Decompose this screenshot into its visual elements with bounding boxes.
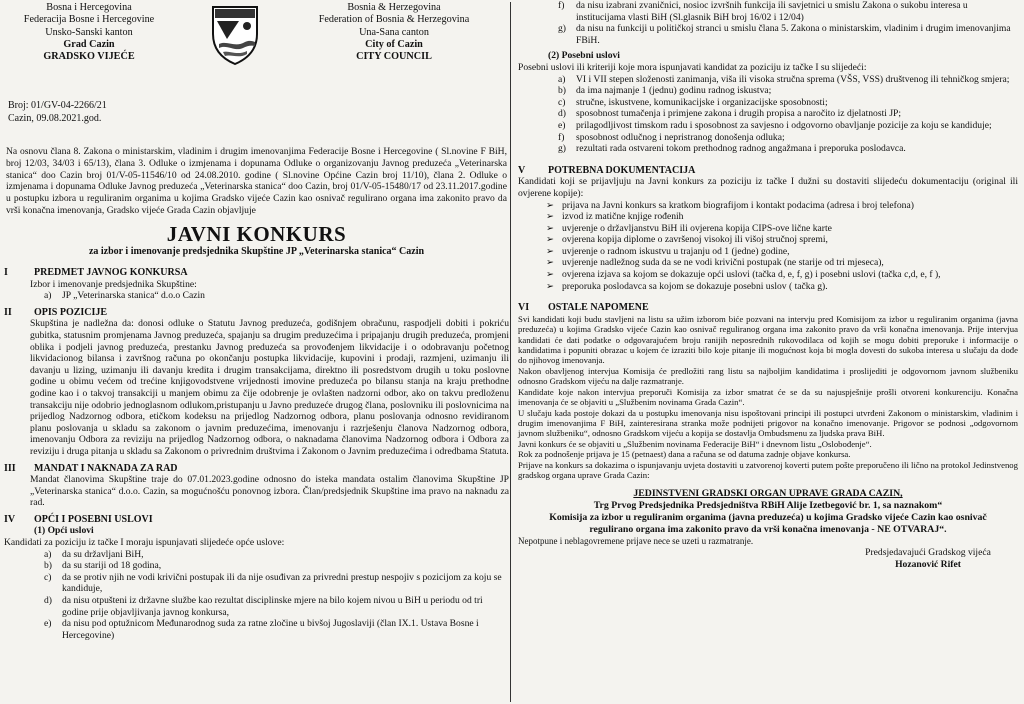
- list-item: [4, 290, 509, 302]
- subsection-title: (2) Posebni uslovi: [548, 50, 620, 62]
- list-marker: a): [44, 548, 52, 560]
- list-item: [518, 85, 1018, 97]
- list-marker: d): [558, 108, 566, 120]
- list-marker: a): [558, 73, 566, 85]
- notice-title: JAVNI KONKURS: [166, 222, 347, 246]
- letterhead-line: Bosna i Hercegovina: [46, 2, 132, 13]
- section-text: Javni konkurs će se objaviti u „Službenim novinama Federacije BiH“ i dnevnom listu „Oslobođenje“.: [518, 438, 872, 449]
- section-title: POTREBNA DOKUMENTACIJA: [548, 164, 696, 176]
- section-text: U slučaju kada postoje dokazi da u postupku imenovanja nisu ispoštovani principi ili postupci utvrđeni Zakonom o ministarskim, vladinim i drugim imenovanjima F BiH, zainteresirana stranka može podnijeti prigovor na konačno imenovanje. Prigovor se podnosi „odgovornom javnom službeniku“, odnosno Gradskom vijeću a kopija se dostavlja Ombudsmenu za ljudska prava BiH.: [518, 407, 1018, 439]
- address-line: Komisija za izbor u reguliranim organima (javna preduzeća) u kojima Gradsko vijeće Cazin kao osnivač: [549, 511, 987, 523]
- list-item: [518, 200, 1018, 212]
- section-number: II: [4, 306, 12, 318]
- section-text: Kandidate koje nakon intervjua preporuči Komisija za izbor smatrat će se da su najuspješnije prošli otvoreni konkurenciju. Konačna imenovanja će se objaviti u „Službenim novinama Grada Cazin“.: [518, 386, 1018, 408]
- letterhead-line: Unsko-Sanski kanton: [45, 26, 133, 38]
- list-text: da se protiv njih ne vodi krivični postupak ili da nije osuđivan za privredni prestup nespojiv s pozicijom za koju se kandiduje,: [62, 571, 502, 595]
- section-number: IV: [4, 513, 16, 525]
- section-text: Posebni uslovi ili kriteriji koje mora ispunjavati kandidat za poziciju iz tačke I su slijedeći:: [518, 61, 867, 73]
- list-marker: e): [44, 618, 52, 630]
- section-number: VI: [518, 302, 530, 314]
- address-line: JEDINSTVENI GRADSKI ORGAN UPRAVE GRADA CAZIN,: [633, 488, 903, 500]
- list-marker: b): [44, 560, 52, 572]
- notice-subtitle: za izbor i imenovanje predsjednika Skupštine JP „Veterinarska stanica“ Cazin: [88, 246, 425, 257]
- list-text: VI i VII stepen složenosti zanimanja, viša ili visoka stručna sprema (VŠS, VSS) društvenog ili tehničkog smjera;: [576, 73, 1010, 85]
- list-item: [518, 74, 1018, 86]
- section-text: Kandidati za poziciju iz tačke I moraju ispunjavati slijedeće opće uslove:: [4, 537, 285, 549]
- section-title: MANDAT I NAKNADA ZA RAD: [34, 462, 178, 474]
- list-text: uvjerenje o državljanstvu BiH ili ovjerena kopija CIPS-ove lične karte: [562, 222, 832, 234]
- arrow-bullet-icon: ➢: [546, 257, 555, 269]
- section-text: Mandat članovima Skupštine traje do 07.01.2023.godine odnosno do isteka mandata ostalim članovima Skupštine JP „Veterinarska stanica“ d.o.o. Cazin, sa mogućnošću ponovnog izbora. Član/predsjednik Skupštine ima pravo na naknadu za rad.: [30, 474, 509, 509]
- section-heading: [4, 463, 509, 475]
- right-body: [518, 0, 1018, 570]
- list-item: [518, 211, 1018, 223]
- section-number: III: [4, 462, 16, 474]
- list-item: [4, 572, 509, 595]
- arrow-bullet-icon: ➢: [546, 280, 555, 292]
- list-text: rezultati rada ostvareni tokom prethodnog radnog angažmana i preporuka poslodavca.: [576, 143, 906, 155]
- letterhead-council: GRADSKO VIJEĆE: [43, 51, 135, 63]
- list-item: [4, 595, 509, 618]
- list-item: [518, 269, 1018, 281]
- list-text: da su stariji od 18 godina,: [62, 560, 162, 572]
- list-item: [518, 246, 1018, 258]
- section-title: OSTALE NAPOMENE: [548, 302, 649, 314]
- coat-of-arms-icon: [209, 4, 261, 66]
- list-text: da nisu otpušteni iz državne službe kao rezultat disciplinske mjere na bilo kojem nivou u BiH u periodu od tri godine prije objavljivanja javnog konkursa,: [62, 595, 483, 618]
- legal-preamble: Na osnovu člana 8. Zakona o ministarskim, vladinim i drugim imenovanjima Federacije Bosne i Hercegovine ( Sl.novine F BiH, broj 12/03, 34/03 i 65/13), člana 3. Odluke o izmjenama i dopunama Odluke o organizovanju Javnog preduzeća „Veterinarska stanica“ doo Cazin broj 01/V-05-11546/10 od 24.08.2010. godine ( Sl.novine Općine Cazin broj 11/10), člana 2. Odluke o izmjenama i dopunama Odluke Javnog preduzeća „Veterinarska stanica“ doo Cazin, broj 01/V-05-15480/17 od 23.11.2017.godine u postupku izbora u reguliranim organima u kojima Gradsko vijeće Cazin kao osnivač regulirano organa ima zakonito pravo da vrši konačna imenovanja, Gradsko vijeće Grada Cazin objavljuje: [6, 146, 507, 216]
- letterhead-line: Bosnia & Herzegovina: [347, 2, 441, 13]
- list-text: da nisu pod optužnicom Međunarodnog suda za ratne zločine u bivšoj Jugoslaviji (član IX.1. Ustava Bosne i Hercegovine): [62, 618, 479, 641]
- list-marker: e): [558, 119, 566, 131]
- list-text: da nisu na funkciji u političkoj stranci u smislu člana 5. Zakona o ministarskim, vladinim i drugim imenovanjima FBiH.: [576, 23, 1011, 46]
- list-text: uvjerenje nadležnog suda da se ne vodi krivični postupak (ne starije od tri mjeseca),: [562, 257, 884, 269]
- list-text: stručne, iskustvene, komunikacijske i organizacijske sposobnosti;: [576, 96, 828, 108]
- section-title: OPĆI I POSEBNI USLOVI: [34, 513, 153, 525]
- list-text: JP „Veterinarska stanica“ d.o.o Cazin: [62, 290, 205, 302]
- notice-footnote: Nepotpune i neblagovremene prijave nece se uzeti u razmatranje.: [518, 535, 754, 546]
- list-item: [518, 132, 1018, 144]
- left-body: [4, 262, 509, 641]
- section-heading: [4, 267, 509, 279]
- letterhead-local: [4, 2, 174, 63]
- submission-address: [518, 488, 1018, 535]
- section-text: Skupština je nadležna da: donosi odluke o Statutu Javnog preduzeća, godišnjem obračunu, raspodjeli dobiti i pokriću gubitka, statusnim promjenama Javnog preduzeća, spajanju sa drugim preduzećima i pripajanju drugih preduzeća, promjeni oblika i podjeli javnog preduzeća, prestanku Javnog preduzeća sa provođenjem likvidacije i o odobravanju početnog likvidacionog bilansa i završnog računa po okončanju postupka likvidacije, kupovini i prodaji, razmjeni, uzimanju ili davanju u lizing, uzimanju ili davanju kredita i drugim transakcijama, direktno ili posredstvom drugih u toku poslovne godine u obimu većem od trećine knjigovodstvene vrijednosti imovine preduzeća po bilansu stanja na kraju prethodne godine kao i o takvoj transakciji u manjem obimu za čije odobrenje je ovlašten nadzorni odbor, ako on takvu predloženu transakciju nije odobrio jednoglasnom odlukom,pristupanju u Javno preduzeće drugog člana, poslovniku ili poslovnicima na prijedlog Nadzornog odbora, etičkom kodeksu na prijedlog Nadzornog odbora, planu poslovanja odnosno revidiranom planu poslovanja u skladu sa zakonom o javnim preduzećima, imenovanju i razrješenju članova Nadzornog odbora, imenovanju Odbora za reviziju na prijedlog Nadzornog odbora, o naknadama članovima Nadzornog odbora i Odbora za reviziju i druga pitanja u skladu sa Zakonom o privrednim društvima i Zakonom o Javnim preduzećima i odredbama Statuta.: [30, 318, 509, 457]
- section-text: Kandidati koji se prijavljuju na Javni konkurs za poziciju iz tačke I dužni su dostaviti slijedeću dokumentaciju (original ili ovjerene kopije):: [518, 176, 1018, 199]
- section-text: Nakon obavljenog intervjua Komisija će predložiti rang listu sa najboljim kandidatima i proslijediti je odgovornom javnom službeniku odnosno Gradskom vijeću na dalje razmatranje.: [518, 365, 1018, 387]
- section-number: I: [4, 267, 8, 278]
- address-line: Trg Prvog Predsjednika Predsjedništva RBiH Alije Izetbegović br. 1, sa naznakom“: [593, 500, 943, 512]
- letterhead-line: Federacija Bosne i Hercegovine: [23, 14, 155, 26]
- list-marker: f): [558, 0, 565, 11]
- section-title: OPIS POZICIJE: [34, 306, 108, 318]
- list-item: [518, 257, 1018, 269]
- address-line: regulirano organa ima zakonito pravo da vrši konačna imenovanja - NE OTVARAJ“.: [589, 523, 947, 535]
- list-marker: d): [44, 595, 52, 607]
- arrow-bullet-icon: ➢: [546, 199, 555, 211]
- arrow-bullet-icon: ➢: [546, 211, 555, 223]
- list-item: [518, 108, 1018, 120]
- list-item: [518, 0, 1018, 23]
- document-meta: [8, 100, 107, 125]
- section-heading: [518, 302, 1018, 314]
- document-number: Broj: 01/GV-04-2266/21: [8, 100, 107, 111]
- list-marker: a): [44, 290, 52, 302]
- list-item: [518, 23, 1018, 46]
- section-heading: [4, 307, 509, 319]
- column-divider: [510, 2, 511, 702]
- section-text: Svi kandidati koji budu stavljeni na listu sa užim izborom biće pozvani na intervju pred Komisijom za izbor u reguliranim organima (javna preduzeća) u kojima Gradsko vijeće Cazin kao osnivač reguliranog organa ima zakonito pravo da vrši konačna imenovanja. Prije intervjua kandidati će dati podatke o odgovarajućem broju ranijih neposrednih rukovodilaca od kojih se mogu dobiti preporuke i informacije o kandidatima i popuniti obrazac u kojem će izraziti bilo koje pitanje ili mogućnost koja bi mogla dovesti do sukoba interesa u slučaju da dođe do njihovog imenovanja.: [518, 313, 1018, 366]
- left-column: [4, 0, 509, 704]
- list-marker: f): [558, 131, 565, 143]
- list-text: da su državljani BiH,: [62, 548, 144, 560]
- letterhead-line: Una-Sana canton: [359, 26, 429, 38]
- list-marker: c): [558, 96, 566, 108]
- arrow-bullet-icon: ➢: [546, 245, 555, 257]
- list-marker: b): [558, 85, 566, 97]
- section-title: PREDMET JAVNOG KONKURSA: [34, 267, 188, 278]
- arrow-bullet-icon: ➢: [546, 269, 555, 281]
- list-text: uvjerenje o radnom iskustvu u trajanju od 1 (jedne) godine,: [562, 245, 790, 257]
- list-text: preporuka poslodavca sa kojom se dokazuje posebni uslov ( tačka g).: [562, 280, 828, 292]
- list-item: [518, 120, 1018, 132]
- section-heading: [4, 514, 509, 526]
- list-item: [4, 549, 509, 561]
- document-date: Cazin, 09.08.2021.god.: [8, 112, 102, 124]
- section-number: V: [518, 164, 526, 176]
- section-text: Prijave na konkurs sa dokazima o ispunjavanju uvjeta dostaviti u zatvorenoj koverti putem pošte preporučeno ili lično na protokol Jedinstvenog gradskog organa uprave Grada Cazin:: [518, 459, 1018, 480]
- list-text: da ima najmanje 1 (jednu) godinu radnog iskustva;: [576, 85, 772, 97]
- list-marker: c): [44, 571, 52, 583]
- list-text: sposobnost tumačenja i primjene zakona i drugih propisa a naročito iz djelatnosti JP;: [576, 108, 902, 120]
- list-item: [4, 618, 509, 641]
- section-text: Izbor i imenovanje predsjednika Skupštine:: [30, 278, 197, 290]
- letterhead-english: [294, 2, 494, 63]
- list-text: sposobnost odlučnog i nepristranog donošenja odluka;: [576, 131, 785, 143]
- letterhead-line: Federation of Bosnia & Herzegovina: [318, 14, 470, 26]
- list-item: [518, 143, 1018, 155]
- letterhead-council-en: CITY COUNCIL: [356, 51, 432, 63]
- list-text: ovjerena kopija diplome o završenoj visokoj ili višoj stručnoj spremi,: [562, 234, 828, 246]
- list-item: [4, 560, 509, 572]
- list-item: [518, 223, 1018, 235]
- section-heading: [518, 165, 1018, 177]
- list-text: prijava na Javni konkurs sa kratkom biografijom i kontakt podacima (adresa i broj telefona): [562, 199, 914, 211]
- signature-block: [838, 547, 1018, 570]
- list-marker: g): [558, 143, 566, 155]
- list-item: [518, 234, 1018, 246]
- letterhead: [4, 0, 509, 100]
- right-column: [514, 0, 1020, 704]
- arrow-bullet-icon: ➢: [546, 234, 555, 246]
- list-text: izvod iz matične knjige rođenih: [562, 211, 684, 223]
- list-item: [518, 281, 1018, 293]
- letterhead-city-en: City of Cazin: [365, 38, 423, 50]
- list-marker: g): [558, 23, 566, 35]
- list-text: prilagodljivost timskom radu i sposobnost za savjesno i odgovorno obavljanje pozicije za koju se kandiduje;: [576, 119, 992, 131]
- chair-title: Predsjedavajući Gradskog vijeća: [865, 547, 991, 559]
- list-text: ovjerena izjava sa kojom se dokazuje opći uslovi (tačka d, e, f, g) i posebni uslovi (tačka c,d, e, f ),: [562, 269, 941, 281]
- subsection-title: (1) Opći uslovi: [34, 525, 94, 537]
- section-text: Rok za podnošenje prijava je 15 (petnaest) dana a računa se od datuma zadnje objave konkursa.: [518, 449, 851, 460]
- list-item: [518, 97, 1018, 109]
- arrow-bullet-icon: ➢: [546, 222, 555, 234]
- list-text: da nisu izabrani zvaničnici, nosioc izvršnih funkcija ili savjetnici u smislu Zakona o sukobu interesa u institucijama vlasti BiH (Sl.glasnik BiH broj 16/02 i 12/04): [576, 0, 968, 23]
- chair-name: Hozanović Rifet: [895, 558, 961, 570]
- letterhead-city: Grad Cazin: [63, 38, 115, 50]
